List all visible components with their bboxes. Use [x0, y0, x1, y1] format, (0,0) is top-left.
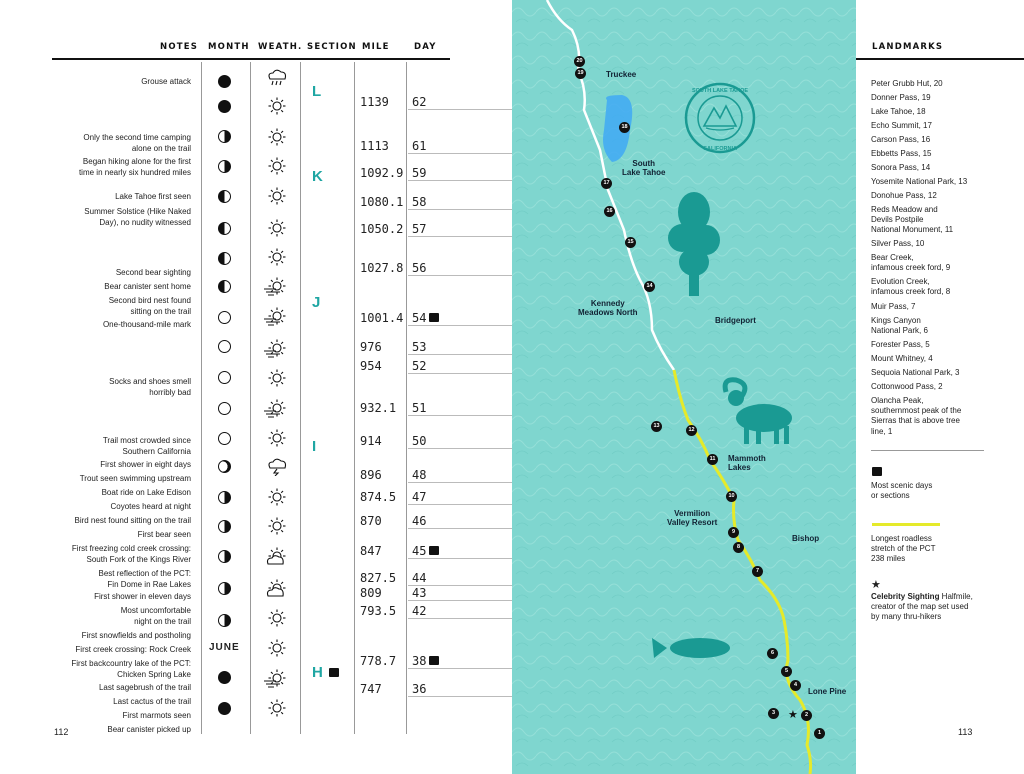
sun-wind-icon [262, 668, 292, 688]
landmark-marker: 2 [801, 710, 812, 721]
moon-phase-icon [218, 160, 231, 173]
sun-wind-icon [262, 338, 292, 358]
sun-icon [262, 368, 292, 388]
landmark-marker: 3 [768, 708, 779, 719]
month-label: JUNE [209, 642, 240, 653]
landmark-item: Kings Canyon National Park, 6 [871, 316, 928, 336]
place-truckee: Truckee [606, 70, 637, 79]
seal-bottom-text: CALIFORNIA [703, 146, 737, 152]
celebrity-text: Halfmile, creator of the map set used by many thru-hikers [871, 592, 973, 622]
day-value: 38 [412, 654, 427, 668]
day-value: 62 [412, 95, 427, 109]
legend-celebrity [871, 592, 973, 623]
notes-header: NOTES [160, 42, 199, 52]
landmark-item: Muir Pass, 7 [871, 302, 916, 311]
landmark-item: Bear Creek, infamous creek ford, 9 [871, 253, 951, 273]
note-item: Trout seen swimming upstream [79, 474, 191, 483]
mile-value: 954 [360, 359, 382, 373]
sun-icon [262, 156, 292, 176]
place-south-lake-tahoe: South Lake Tahoe [622, 159, 666, 177]
moon-phase-icon [218, 614, 231, 627]
moon-phase-icon [218, 311, 231, 324]
note-item: First creek crossing: Rock Creek [75, 645, 191, 654]
star-icon: ★ [871, 579, 881, 591]
mile-value: 1113 [360, 139, 389, 153]
note-item: Best reflection of the PCT: Fin Dome in Rae Lakes [98, 569, 191, 589]
mile-value: 778.7 [360, 654, 397, 668]
sun-icon [262, 487, 292, 507]
day-value: 58 [412, 195, 427, 209]
moon-phase-icon [218, 460, 231, 473]
day-value: 47 [412, 490, 427, 504]
map-terrain [512, 0, 856, 774]
landmark-marker: 10 [726, 491, 737, 502]
landmark-marker: 6 [767, 648, 778, 659]
landmark-item: Olancha Peak, southernmost peak of the Sierras that is above tree line, 1 [871, 396, 962, 436]
column-divider [201, 62, 202, 734]
day-value: 50 [412, 434, 427, 448]
note-item: Summer Solstice (Hike Naked Day), no nudity witnessed [84, 207, 191, 227]
legend-yellow-line [872, 523, 940, 526]
column-divider [406, 62, 407, 734]
month-header: MONTH [208, 42, 250, 52]
day-header: DAY [414, 42, 437, 52]
note-item: Second bird nest found sitting on the trail [108, 296, 191, 316]
scenic-photo-icon [429, 313, 439, 322]
header-rule [52, 58, 450, 60]
legend-roadless-text: Longest roadless stretch of the PCT 238 miles [871, 534, 936, 564]
moon-phase-icon [218, 702, 231, 715]
scenic-photo-icon [429, 656, 439, 665]
sun-icon [262, 247, 292, 267]
mile-value: 793.5 [360, 604, 397, 618]
day-value: 36 [412, 682, 427, 696]
landmark-marker: 1 [814, 728, 825, 739]
sun-icon [262, 186, 292, 206]
landmarks-header: LANDMARKS [872, 42, 944, 52]
note-item: First backcountry lake of the PCT: Chicken Spring Lake [71, 659, 191, 679]
place-vermilion-valley: Vermilion Valley Resort [667, 509, 718, 527]
landmark-item: Evolution Creek, infamous creek ford, 8 [871, 277, 951, 297]
legend-scenic-text: Most scenic days or sections [871, 481, 933, 501]
sun-icon [262, 608, 292, 628]
scenic-photo-icon [329, 668, 339, 677]
place-kennedy-meadows: Kennedy Meadows North [578, 299, 638, 317]
sun-icon [262, 96, 292, 116]
note-item: Last sagebrush of the trail [98, 683, 191, 692]
landmark-item: Sonora Pass, 14 [871, 163, 931, 172]
mile-value: 1027.8 [360, 261, 404, 275]
day-value: 46 [412, 514, 427, 528]
landmark-item: Donner Pass, 19 [871, 93, 931, 102]
moon-phase-icon [218, 190, 231, 203]
note-item: Lake Tahoe first seen [115, 192, 191, 201]
moon-phase-icon [218, 371, 231, 384]
landmark-marker: 15 [625, 237, 636, 248]
day-value: 56 [412, 261, 427, 275]
landmark-marker: 14 [644, 281, 655, 292]
moon-phase-icon [218, 280, 231, 293]
mile-value: 874.5 [360, 490, 397, 504]
day-value: 45 [412, 544, 427, 558]
section-label: L [312, 83, 322, 100]
day-value: 52 [412, 359, 427, 373]
column-divider [354, 62, 355, 734]
weather-header: WEATH. [258, 42, 303, 52]
mile-value: 747 [360, 682, 382, 696]
place-bridgeport: Bridgeport [715, 316, 756, 325]
sun-icon [262, 698, 292, 718]
mile-value: 1050.2 [360, 222, 404, 236]
mile-value: 896 [360, 468, 382, 482]
landmark-marker: 7 [752, 566, 763, 577]
star-marker [788, 709, 798, 721]
moon-phase-icon [218, 550, 231, 563]
note-item: Boat ride on Lake Edison [101, 488, 191, 497]
landmark-marker: 20 [574, 56, 585, 67]
landmark-item: Ebbetts Pass, 15 [871, 149, 932, 158]
partly-cloudy-icon [262, 578, 292, 598]
landmark-marker: 5 [781, 666, 792, 677]
note-item: Second bear sighting [115, 268, 191, 277]
landmark-marker: 17 [601, 178, 612, 189]
sun-icon [262, 127, 292, 147]
scenic-photo-icon [872, 467, 882, 476]
note-item: Most uncomfortable night on the trail [120, 606, 191, 626]
svg-text:★: ★ [788, 709, 798, 721]
landmark-marker: 16 [604, 206, 615, 217]
landmark-marker: 4 [790, 680, 801, 691]
celebrity-title: Celebrity Sighting [871, 592, 940, 601]
day-value: 61 [412, 139, 427, 153]
landmark-item: Cottonwood Pass, 2 [871, 382, 943, 391]
mile-value: 847 [360, 544, 382, 558]
sun-icon [262, 218, 292, 238]
note-item: First snowfields and postholing [81, 631, 191, 640]
sun-wind-icon [262, 276, 292, 296]
landmark-item: Carson Pass, 16 [871, 135, 931, 144]
note-item: Socks and shoes smell horribly bad [109, 377, 191, 397]
mile-value: 827.5 [360, 571, 397, 585]
note-item: Last cactus of the trail [113, 697, 191, 706]
mile-value: 976 [360, 340, 382, 354]
note-item: Coyotes heard at night [110, 502, 191, 511]
moon-phase-icon [218, 582, 231, 595]
sun-icon [262, 516, 292, 536]
day-value: 53 [412, 340, 427, 354]
day-value: 57 [412, 222, 427, 236]
column-divider [300, 62, 301, 734]
mile-value: 809 [360, 586, 382, 600]
note-item: First shower in eight days [100, 460, 191, 469]
day-value: 44 [412, 571, 427, 585]
landmark-marker: 8 [733, 542, 744, 553]
section-label: H [312, 664, 323, 681]
landmark-item: Yosemite National Park, 13 [871, 177, 968, 186]
sun-icon [262, 638, 292, 658]
section-label: J [312, 294, 321, 311]
landmark-item: Echo Summit, 17 [871, 121, 932, 130]
landmark-marker: 11 [707, 454, 718, 465]
section-label: K [312, 168, 323, 185]
section-header: SECTION [307, 42, 357, 52]
place-lone-pine: Lone Pine [808, 687, 847, 696]
page-number-right: 113 [958, 727, 973, 737]
note-item: First marmots seen [122, 711, 191, 720]
moon-phase-icon [218, 491, 231, 504]
note-item: Bear canister picked up [107, 725, 191, 734]
landmark-item: Mount Whitney, 4 [871, 354, 933, 363]
note-item: Grouse attack [141, 77, 191, 86]
sun-wind-icon [262, 306, 292, 326]
partly-cloudy-icon [262, 546, 292, 566]
landmark-item: Lake Tahoe, 18 [871, 107, 926, 116]
note-item: Bird nest found sitting on the trail [74, 516, 191, 525]
page-number-left: 112 [54, 727, 69, 737]
moon-phase-icon [218, 100, 231, 113]
sun-wind-icon [262, 398, 292, 418]
note-item: First freezing cold creek crossing: South Fork of the Kings River [71, 544, 191, 564]
note-item: Only the second time camping alone on the trail [83, 133, 191, 153]
thunderstorm-icon [262, 456, 292, 476]
note-item: Trail most crowded since Southern California [102, 436, 191, 456]
day-value: 54 [412, 311, 427, 325]
day-value: 42 [412, 604, 427, 618]
moon-phase-icon [218, 671, 231, 684]
note-item: First shower in eleven days [94, 592, 191, 601]
section-label: I [312, 438, 317, 455]
day-value: 43 [412, 586, 427, 600]
mile-value: 1139 [360, 95, 389, 109]
mile-value: 914 [360, 434, 382, 448]
mile-value: 1001.4 [360, 311, 404, 325]
scenic-photo-icon [429, 546, 439, 555]
landmark-marker: 9 [728, 527, 739, 538]
mile-header: MILE [362, 42, 390, 52]
landmark-item: Forester Pass, 5 [871, 340, 930, 349]
trail-map [512, 0, 856, 774]
moon-phase-icon [218, 402, 231, 415]
note-item: Bear canister sent home [104, 282, 191, 291]
landmark-item: Reds Meadow and Devils Postpile National Monument, 11 [871, 205, 954, 235]
moon-phase-icon [218, 130, 231, 143]
landmark-marker: 13 [651, 421, 662, 432]
note-item: Began hiking alone for the first time in nearly six hundred miles [78, 157, 191, 177]
landmarks-rule [856, 58, 1024, 60]
note-item: First bear seen [137, 530, 191, 539]
mile-value: 870 [360, 514, 382, 528]
landmark-item: Silver Pass, 10 [871, 239, 925, 248]
mile-value: 932.1 [360, 401, 397, 415]
sun-icon [262, 428, 292, 448]
landmark-marker: 12 [686, 425, 697, 436]
day-value: 51 [412, 401, 427, 415]
place-mammoth-lakes: Mammoth Lakes [728, 454, 766, 472]
legend-divider [871, 450, 984, 451]
seal-top-text: SOUTH LAKE TAHOE [691, 88, 749, 94]
moon-phase-icon [218, 75, 231, 88]
moon-phase-icon [218, 222, 231, 235]
mile-value: 1092.9 [360, 166, 404, 180]
day-value: 48 [412, 468, 427, 482]
landmark-item: Donohue Pass, 12 [871, 191, 937, 200]
moon-phase-icon [218, 252, 231, 265]
rain-icon [262, 67, 292, 87]
landmark-item: Peter Grubb Hut, 20 [871, 79, 943, 88]
landmark-item: Sequoia National Park, 3 [871, 368, 960, 377]
place-bishop: Bishop [792, 534, 820, 543]
moon-phase-icon [218, 520, 231, 533]
landmark-marker: 18 [619, 122, 630, 133]
mile-value: 1080.1 [360, 195, 404, 209]
moon-phase-icon [218, 432, 231, 445]
note-item: One-thousand-mile mark [102, 320, 191, 329]
moon-phase-icon [218, 340, 231, 353]
column-divider [250, 62, 251, 734]
day-value: 59 [412, 166, 427, 180]
landmark-marker: 19 [575, 68, 586, 79]
